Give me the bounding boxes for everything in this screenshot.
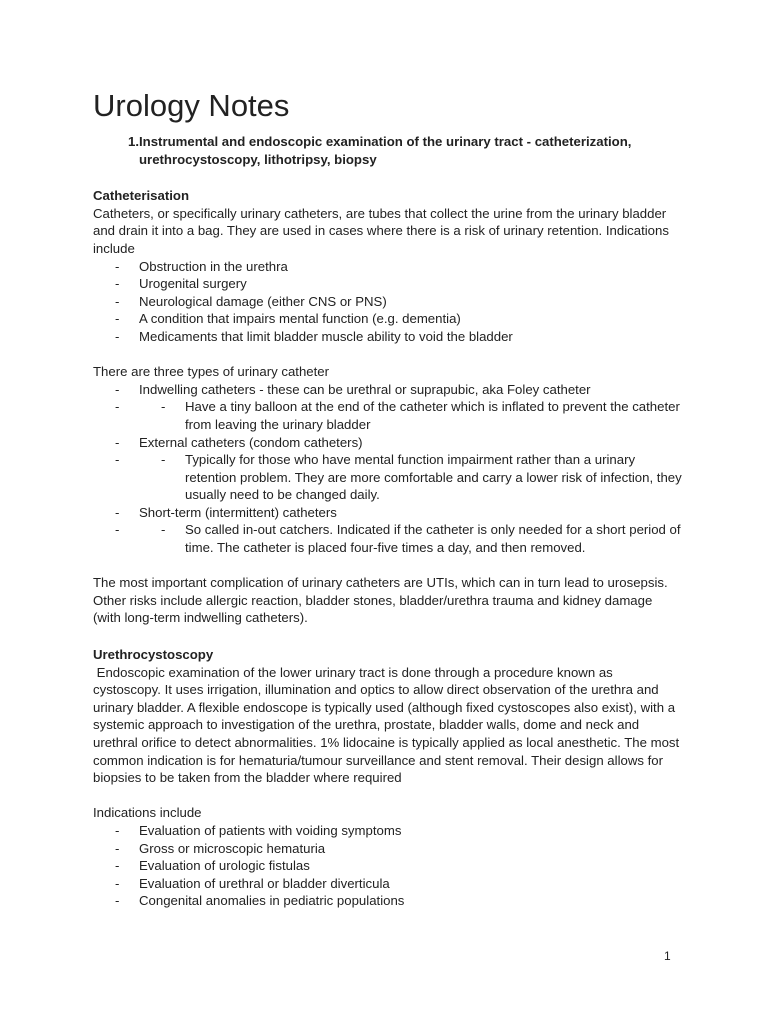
list-item: - Indwelling catheters - these can be urethral or suprapubic, aka Foley catheter — [93, 381, 683, 399]
list-item: - Medicaments that limit bladder muscle ability to void the bladder — [93, 328, 683, 346]
heading-text: Instrumental and endoscopic examination of the urinary tract - catheterization, urethrocystoscopy, lithotripsy, biopsy — [139, 134, 632, 167]
sub-list-item: - So called in-out catchers. Indicated if the catheter is only needed for a short period of time. The catheter is placed four-five times a day, and then removed. — [139, 521, 683, 556]
list-item — [93, 451, 683, 504]
catheterisation-intro: Catheters, or specifically urinary catheters, are tubes that collect the urine from the urinary bladder and drain it into a bag. They are used in cases where there is a risk of urinary retention. Indications include — [93, 205, 669, 256]
list-item: - A condition that impairs mental function (e.g. dementia) — [93, 310, 683, 328]
urethrocystoscopy-indications-list — [93, 822, 683, 910]
list-item — [93, 521, 683, 556]
bullet-dash: - — [115, 293, 120, 309]
bullet-dash: - — [115, 399, 120, 415]
bullet-dash: - — [161, 522, 166, 538]
list-item: - Gross or microscopic hematuria — [93, 840, 683, 858]
catheter-complications: The most important complication of urinary catheters are UTIs, which can in turn lead to urosepsis. Other risks include allergic reaction, bladder stones, bladder/urethra trauma and kidney damage (with long-term indwelling catheters). — [93, 575, 668, 626]
bullet-dash: - — [115, 875, 120, 891]
list-item: - Obstruction in the urethra — [93, 258, 683, 276]
sub-list — [139, 451, 683, 504]
list-item: - External catheters (condom catheters) — [93, 434, 683, 452]
bullet-dash: - — [161, 399, 166, 415]
bullet-dash: - — [115, 840, 120, 856]
catheter-types-intro: There are three types of urinary catheter — [93, 364, 330, 380]
bullet-dash: - — [115, 858, 120, 874]
list-item: - Evaluation of patients with voiding symptoms — [93, 822, 683, 840]
catheter-types-list — [93, 381, 683, 557]
list-item — [93, 398, 683, 433]
bullet-dash: - — [161, 452, 166, 468]
list-item: - Neurological damage (either CNS or PNS) — [93, 293, 683, 311]
bullet-dash: - — [115, 893, 120, 909]
list-item: - Urogenital surgery — [93, 275, 683, 293]
bullet-dash: - — [115, 276, 120, 292]
bullet-dash: - — [115, 452, 120, 468]
bullet-dash: - — [115, 311, 120, 327]
bullet-dash: - — [115, 328, 120, 344]
heading-number: 1. — [128, 134, 139, 149]
list-item: - Evaluation of urethral or bladder diverticula — [93, 875, 683, 893]
sub-list-item: - Typically for those who have mental function impairment rather than a urinary retention problem. They are more comfortable and carry a lower risk of infection, they usually need to be changed daily. — [139, 451, 683, 504]
page-title: Urology Notes — [93, 88, 290, 123]
list-item: - Evaluation of urologic fistulas — [93, 857, 683, 875]
urethrocystoscopy-body: Endoscopic examination of the lower urinary tract is done through a procedure known as cystoscopy. It uses irrigation, illumination and optics to allow direct observation of the urethra and urinary bladder. A flexible endoscope is typically used (although fixed cystoscopes also exist), with a systemic approach to investigation of the urethra, prostate, bladder walls, dome and neck and urethral orifice to detect abnormalities. 1% lidocaine is typically applied as local anesthetic. The most common indication is for hematuria/tumour surveillance and stent removal. Their design allows for biopsies to be taken from the bladder where required — [93, 664, 683, 786]
urethrocystoscopy-indications-intro: Indications include — [93, 805, 202, 821]
sub-list-item: - Have a tiny balloon at the end of the catheter which is inflated to prevent the catheter from leaving the urinary bladder — [139, 398, 683, 433]
page-content — [93, 84, 683, 910]
bullet-dash: - — [115, 434, 120, 450]
bullet-dash: - — [115, 822, 120, 838]
numbered-heading — [93, 133, 683, 168]
bullet-dash: - — [115, 522, 120, 538]
bullet-dash: - — [115, 504, 120, 520]
list-item: - Short-term (intermittent) catheters — [93, 504, 683, 522]
section-title-catheterisation: Catheterisation — [93, 188, 189, 204]
section-title-urethrocystoscopy: Urethrocystoscopy — [93, 647, 214, 663]
bullet-dash: - — [115, 258, 120, 274]
catheterisation-indications-list — [93, 258, 683, 346]
sub-list — [139, 521, 683, 556]
bullet-dash: - — [115, 381, 120, 397]
list-item: - Congenital anomalies in pediatric populations — [93, 892, 683, 910]
page-number: 1 — [664, 949, 671, 963]
sub-list — [139, 398, 683, 433]
